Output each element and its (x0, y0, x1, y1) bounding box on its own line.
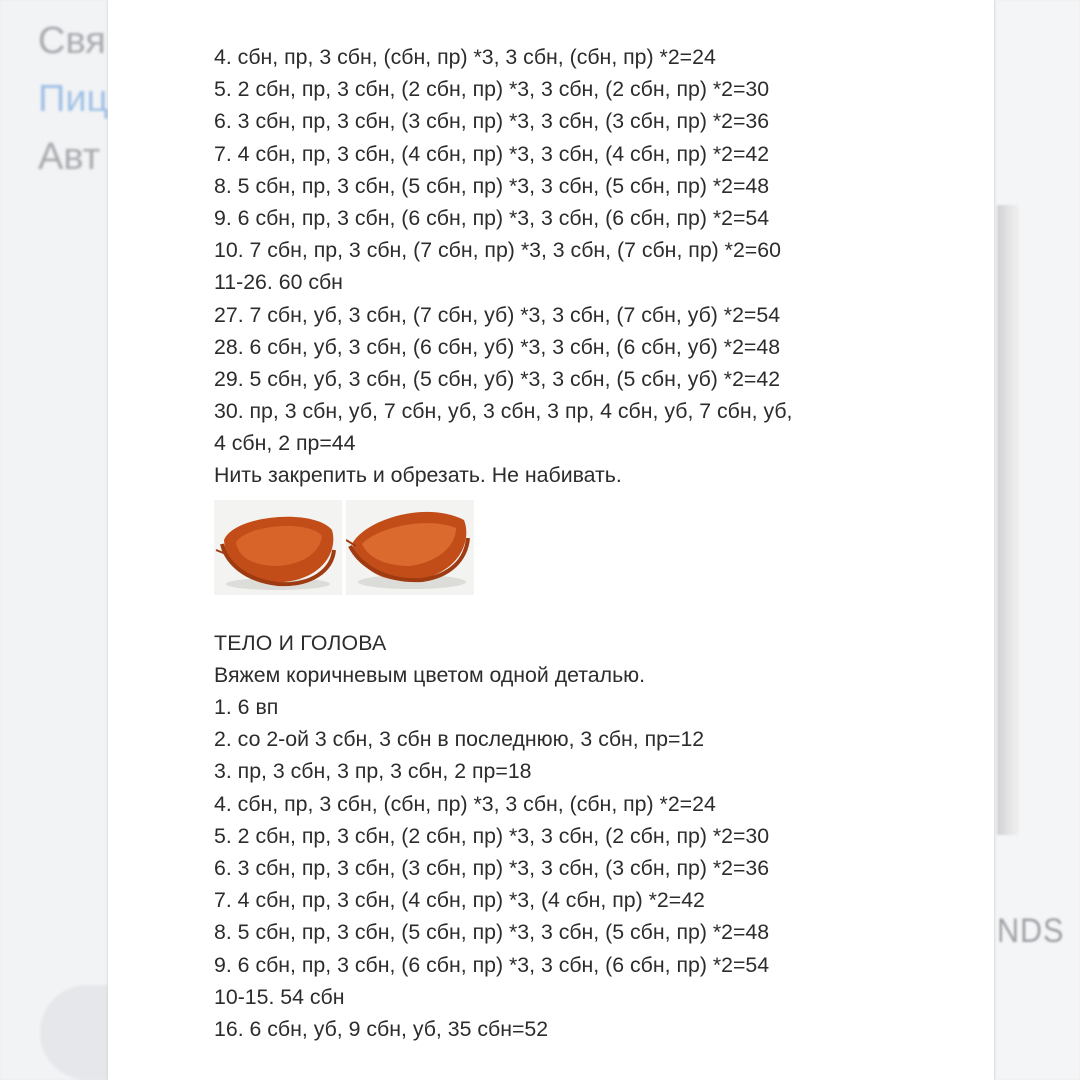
pattern-text (214, 41, 984, 1045)
pattern-row: 9. 6 сбн, пр, 3 сбн, (6 сбн, пр) *3, 3 сбн, (6 сбн, пр) *2=54 (214, 952, 770, 977)
pattern-row: 16. 6 сбн, уб, 9 сбн, уб, 35 сбн=52 (214, 1016, 549, 1041)
pattern-row: 11-26. 60 сбн (214, 270, 343, 295)
pattern-row: 5. 2 сбн, пр, 3 сбн, (2 сбн, пр) *3, 3 сбн, (2 сбн, пр) *2=30 (214, 77, 770, 102)
section-intro: Вяжем коричневым цветом одной деталью. (214, 662, 646, 687)
background-link-text: Пиц (38, 78, 109, 120)
pattern-row: 4. сбн, пр, 3 сбн, (сбн, пр) *3, 3 сбн, (сбн, пр) *2=24 (214, 791, 716, 816)
section-heading: ТЕЛО И ГОЛОВА (214, 630, 387, 655)
pattern-row: 7. 4 сбн, пр, 3 сбн, (4 сбн, пр) *3, 3 сбн, (4 сбн, пр) *2=42 (214, 141, 770, 166)
pattern-row: 29. 5 сбн, уб, 3 сбн, (5 сбн, уб) *3, 3 сбн, (5 сбн, уб) *2=42 (214, 366, 781, 391)
pattern-row: 5. 2 сбн, пр, 3 сбн, (2 сбн, пр) *3, 3 сбн, (2 сбн, пр) *2=30 (214, 823, 770, 848)
pattern-row: 30. пр, 3 сбн, уб, 7 сбн, уб, 3 сбн, 3 пр, 4 сбн, уб, 7 сбн, уб, (214, 399, 793, 424)
pattern-row: 8. 5 сбн, пр, 3 сбн, (5 сбн, пр) *3, 3 сбн, (5 сбн, пр) *2=48 (214, 920, 770, 945)
background-text-1: Свя (38, 20, 106, 62)
pattern-rows-part-1 (214, 41, 984, 492)
photo-row (214, 500, 984, 595)
background-app-left (0, 0, 108, 1080)
pattern-row: 7. 4 сбн, пр, 3 сбн, (4 сбн, пр) *3, (4 сбн, пр) *2=42 (214, 888, 705, 913)
pattern-row: 6. 3 сбн, пр, 3 сбн, (3 сбн, пр) *3, 3 сбн, (3 сбн, пр) *2=36 (214, 855, 770, 880)
document-page (108, 0, 994, 1080)
pattern-row: 28. 6 сбн, уб, 3 сбн, (6 сбн, уб) *3, 3 сбн, (6 сбн, уб) *2=48 (214, 334, 781, 359)
pattern-row: 6. 3 сбн, пр, 3 сбн, (3 сбн, пр) *3, 3 сбн, (3 сбн, пр) *2=36 (214, 109, 770, 134)
pattern-row: Нить закрепить и обрезать. Не набивать. (214, 463, 622, 488)
pattern-row: 2. со 2-ой 3 сбн, 3 сбн в последнюю, 3 сбн, пр=12 (214, 727, 705, 752)
photo-piece-front (214, 500, 342, 595)
pattern-row: 10. 7 сбн, пр, 3 сбн, (7 сбн, пр) *3, 3 сбн, (7 сбн, пр) *2=60 (214, 238, 781, 263)
pattern-row: 8. 5 сбн, пр, 3 сбн, (5 сбн, пр) *3, 3 сбн, (5 сбн, пр) *2=48 (214, 173, 770, 198)
pattern-row: 3. пр, 3 сбн, 3 пр, 3 сбн, 2 пр=18 (214, 759, 532, 784)
background-image-strip (997, 205, 1019, 835)
photo-piece-side (346, 500, 474, 595)
background-text-3: Авт (38, 136, 101, 178)
background-app-right (995, 0, 1080, 1080)
background-logo-text: NDS (997, 912, 1065, 950)
pattern-row: 9. 6 сбн, пр, 3 сбн, (6 сбн, пр) *3, 3 сбн, (6 сбн, пр) *2=54 (214, 205, 770, 230)
pattern-row: 10-15. 54 сбн (214, 984, 345, 1009)
pattern-row: 27. 7 сбн, уб, 3 сбн, (7 сбн, уб) *3, 3 сбн, (7 сбн, уб) *2=54 (214, 302, 781, 327)
pattern-row: 4. сбн, пр, 3 сбн, (сбн, пр) *3, 3 сбн, (сбн, пр) *2=24 (214, 45, 716, 69)
pattern-row: 1. 6 вп (214, 695, 279, 719)
pattern-rows-part-2 (214, 691, 984, 1045)
pattern-row: 4 сбн, 2 пр=44 (214, 431, 356, 456)
